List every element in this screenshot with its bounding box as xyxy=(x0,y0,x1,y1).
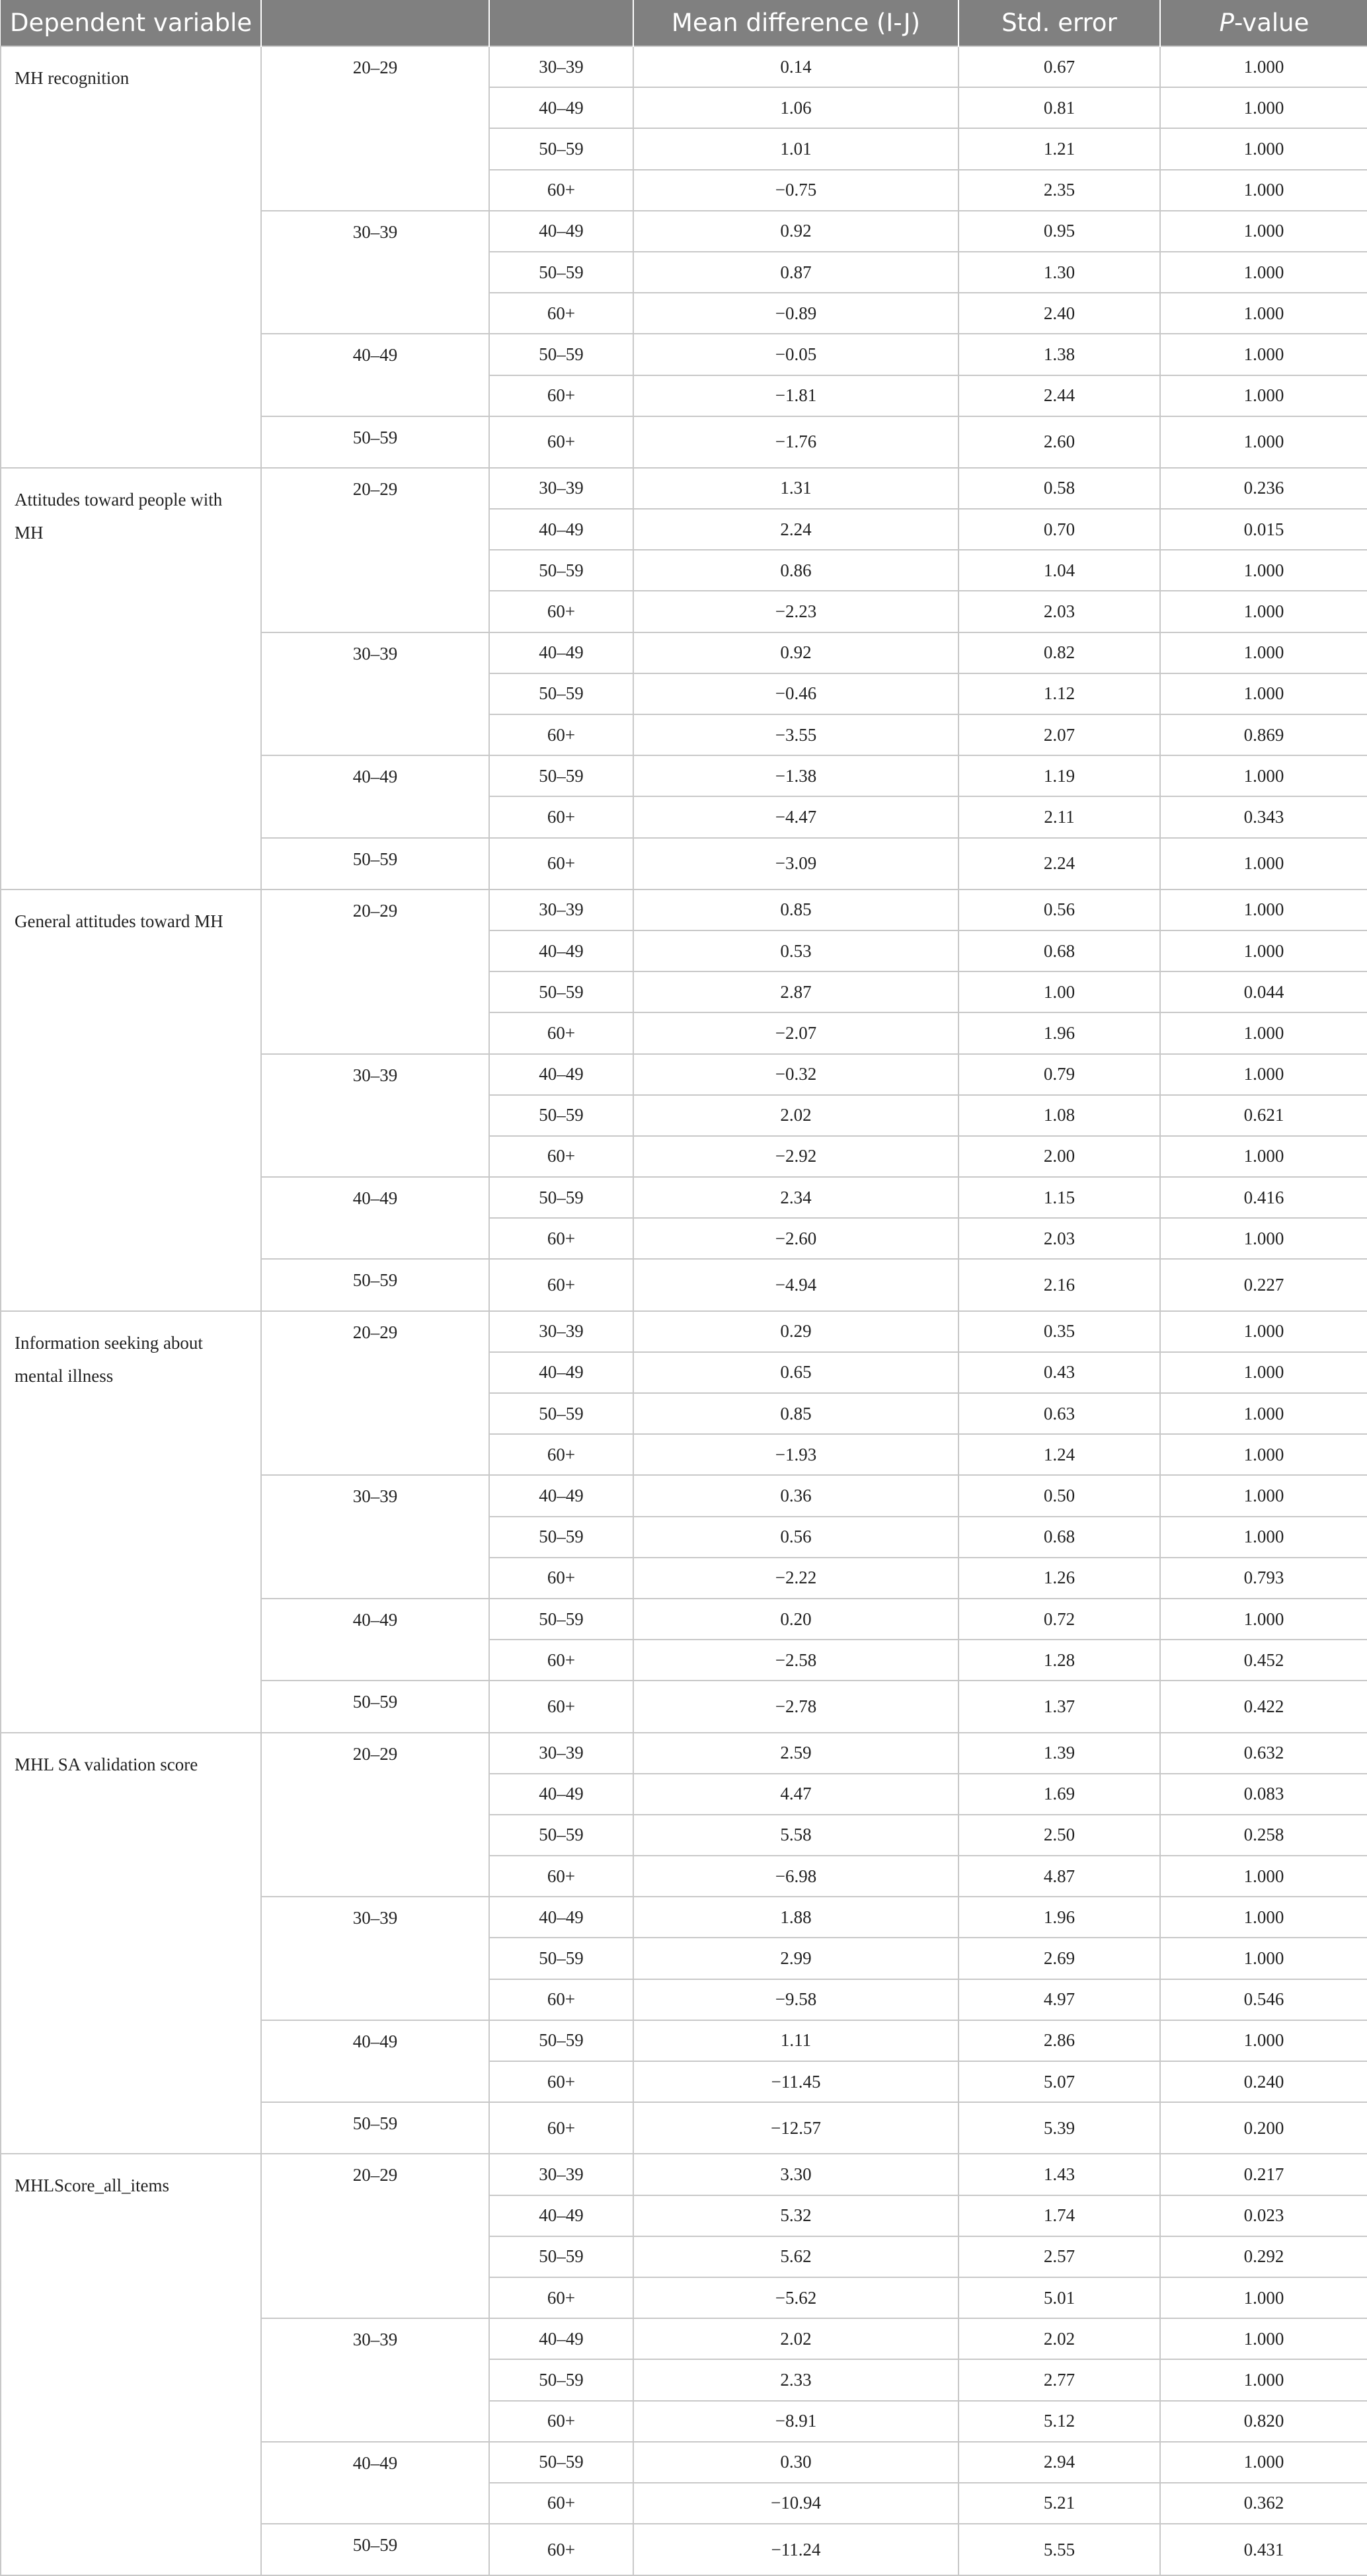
std-error-cell: 1.38 xyxy=(958,334,1160,375)
mean-difference-cell: 2.02 xyxy=(633,2318,958,2359)
age-group-j-cell: 40–49 xyxy=(489,2195,633,2236)
mean-difference-cell: 1.31 xyxy=(633,468,958,509)
p-value-cell: 1.000 xyxy=(1160,293,1367,334)
dependent-variable-cell: MH recognition xyxy=(1,46,261,468)
p-value-cell: 0.820 xyxy=(1160,2401,1367,2442)
dependent-variable-cell: Attitudes toward people with MH xyxy=(1,468,261,890)
std-error-cell: 0.72 xyxy=(958,1599,1160,1640)
p-value-cell: 0.083 xyxy=(1160,1774,1367,1815)
age-group-j-cell: 60+ xyxy=(489,1218,633,1259)
mean-difference-cell: 2.59 xyxy=(633,1733,958,1774)
std-error-cell: 1.19 xyxy=(958,755,1160,796)
mean-difference-cell: −0.32 xyxy=(633,1054,958,1095)
age-group-j-cell: 50–59 xyxy=(489,550,633,591)
std-error-cell: 0.68 xyxy=(958,930,1160,971)
age-group-j-cell: 60+ xyxy=(489,2061,633,2102)
table-body xyxy=(1,46,1367,2575)
p-value-cell: 0.023 xyxy=(1160,2195,1367,2236)
p-value-cell: 0.258 xyxy=(1160,1815,1367,1856)
age-group-j-cell: 60+ xyxy=(489,170,633,211)
age-group-j-cell: 60+ xyxy=(489,1434,633,1475)
p-value-cell: 0.343 xyxy=(1160,796,1367,837)
age-group-i-cell: 40–49 xyxy=(261,2442,489,2524)
age-group-i-cell: 30–39 xyxy=(261,1897,489,2020)
p-value-cell: 1.000 xyxy=(1160,1012,1367,1053)
age-group-i-cell: 50–59 xyxy=(261,2102,489,2154)
age-group-j-cell: 60+ xyxy=(489,293,633,334)
mean-difference-cell: −3.09 xyxy=(633,838,958,890)
age-group-i-cell: 20–29 xyxy=(261,2154,489,2318)
std-error-cell: 1.39 xyxy=(958,1733,1160,1774)
p-value-cell: 1.000 xyxy=(1160,2318,1367,2359)
age-group-j-cell: 50–59 xyxy=(489,1095,633,1136)
p-value-cell: 1.000 xyxy=(1160,87,1367,128)
mean-difference-cell: −2.60 xyxy=(633,1218,958,1259)
mean-difference-cell: −8.91 xyxy=(633,2401,958,2442)
mean-difference-cell: 0.20 xyxy=(633,1599,958,1640)
p-value-cell: 1.000 xyxy=(1160,2020,1367,2061)
mean-difference-cell: −1.93 xyxy=(633,1434,958,1475)
std-error-cell: 2.57 xyxy=(958,2236,1160,2277)
mean-difference-cell: 1.88 xyxy=(633,1897,958,1938)
age-group-i-cell: 40–49 xyxy=(261,1599,489,1681)
mean-difference-cell: 0.92 xyxy=(633,632,958,673)
age-group-j-cell: 50–59 xyxy=(489,334,633,375)
age-group-j-cell: 60+ xyxy=(489,375,633,416)
table-row xyxy=(1,46,1367,87)
p-value-cell: 1.000 xyxy=(1160,2442,1367,2483)
age-group-i-cell: 40–49 xyxy=(261,334,489,416)
p-value-cell: 1.000 xyxy=(1160,128,1367,169)
age-group-j-cell: 40–49 xyxy=(489,509,633,550)
age-group-j-cell: 60+ xyxy=(489,1640,633,1681)
p-value-cell: 1.000 xyxy=(1160,1856,1367,1897)
p-value-cell: 0.621 xyxy=(1160,1095,1367,1136)
age-group-j-cell: 50–59 xyxy=(489,128,633,169)
age-group-j-cell: 60+ xyxy=(489,1136,633,1177)
age-group-j-cell: 30–39 xyxy=(489,1311,633,1352)
mean-difference-cell: 1.11 xyxy=(633,2020,958,2061)
age-group-j-cell: 40–49 xyxy=(489,1774,633,1815)
std-error-cell: 5.12 xyxy=(958,2401,1160,2442)
std-error-cell: 0.82 xyxy=(958,632,1160,673)
age-group-j-cell: 40–49 xyxy=(489,1475,633,1516)
mean-difference-cell: 4.47 xyxy=(633,1774,958,1815)
header-row xyxy=(1,0,1367,46)
mean-difference-cell: 0.86 xyxy=(633,550,958,591)
p-value-cell: 0.227 xyxy=(1160,1259,1367,1310)
age-group-j-cell: 30–39 xyxy=(489,46,633,87)
p-value-cell: 0.362 xyxy=(1160,2483,1367,2524)
age-group-i-cell: 50–59 xyxy=(261,416,489,468)
p-value-cell: 1.000 xyxy=(1160,673,1367,714)
std-error-cell: 1.37 xyxy=(958,1681,1160,1732)
mean-difference-cell: 0.92 xyxy=(633,211,958,252)
age-group-i-cell: 50–59 xyxy=(261,2524,489,2575)
age-group-j-cell: 60+ xyxy=(489,1558,633,1599)
age-group-j-cell: 60+ xyxy=(489,1856,633,1897)
mean-difference-cell: 2.87 xyxy=(633,971,958,1012)
std-error-cell: 2.02 xyxy=(958,2318,1160,2359)
age-group-j-cell: 60+ xyxy=(489,591,633,632)
p-value-cell: 1.000 xyxy=(1160,46,1367,87)
age-group-j-cell: 50–59 xyxy=(489,252,633,293)
mean-difference-cell: −1.81 xyxy=(633,375,958,416)
p-value-cell: 0.044 xyxy=(1160,971,1367,1012)
std-error-cell: 4.87 xyxy=(958,1856,1160,1897)
p-value-cell: 0.422 xyxy=(1160,1681,1367,1732)
table-row xyxy=(1,890,1367,930)
std-error-cell: 0.63 xyxy=(958,1393,1160,1434)
age-group-i-cell: 30–39 xyxy=(261,211,489,334)
std-error-cell: 2.44 xyxy=(958,375,1160,416)
p-value-cell: 1.000 xyxy=(1160,930,1367,971)
p-value-cell: 0.452 xyxy=(1160,1640,1367,1681)
std-error-cell: 0.35 xyxy=(958,1311,1160,1352)
mean-difference-cell: −2.78 xyxy=(633,1681,958,1732)
mean-difference-cell: −3.55 xyxy=(633,714,958,755)
mean-difference-cell: −10.94 xyxy=(633,2483,958,2524)
p-value-cell: 1.000 xyxy=(1160,1599,1367,1640)
p-value-cell: 0.217 xyxy=(1160,2154,1367,2195)
mean-difference-cell: −1.38 xyxy=(633,755,958,796)
age-group-j-cell: 60+ xyxy=(489,2401,633,2442)
std-error-cell: 2.94 xyxy=(958,2442,1160,2483)
mean-difference-cell: 0.87 xyxy=(633,252,958,293)
std-error-cell: 1.00 xyxy=(958,971,1160,1012)
std-error-cell: 2.35 xyxy=(958,170,1160,211)
table-row xyxy=(1,2154,1367,2195)
p-value-cell: 0.869 xyxy=(1160,714,1367,755)
p-value-cell: 1.000 xyxy=(1160,1475,1367,1516)
std-error-cell: 1.26 xyxy=(958,1558,1160,1599)
std-error-cell: 2.40 xyxy=(958,293,1160,334)
std-error-cell: 1.15 xyxy=(958,1177,1160,1218)
mean-difference-cell: −0.89 xyxy=(633,293,958,334)
dependent-variable-cell: Information seeking about mental illness xyxy=(1,1311,261,1733)
p-value-cell: 1.000 xyxy=(1160,1136,1367,1177)
p-value-cell: 1.000 xyxy=(1160,1897,1367,1938)
mean-difference-cell: −2.23 xyxy=(633,591,958,632)
age-group-j-cell: 60+ xyxy=(489,2277,633,2318)
std-error-cell: 5.55 xyxy=(958,2524,1160,2575)
age-group-j-cell: 60+ xyxy=(489,1681,633,1732)
age-group-j-cell: 60+ xyxy=(489,2524,633,2575)
p-value-cell: 1.000 xyxy=(1160,1218,1367,1259)
p-value-cell: 1.000 xyxy=(1160,1938,1367,1979)
std-error-cell: 0.68 xyxy=(958,1517,1160,1558)
age-group-j-cell: 40–49 xyxy=(489,632,633,673)
p-value-cell: 1.000 xyxy=(1160,416,1367,468)
mean-difference-cell: −2.22 xyxy=(633,1558,958,1599)
header-p-value-italic: P xyxy=(1219,9,1234,37)
age-group-j-cell: 30–39 xyxy=(489,2154,633,2195)
age-group-j-cell: 50–59 xyxy=(489,1815,633,1856)
mean-difference-cell: −4.94 xyxy=(633,1259,958,1310)
p-value-cell: 0.416 xyxy=(1160,1177,1367,1218)
std-error-cell: 1.21 xyxy=(958,128,1160,169)
mean-difference-cell: 0.56 xyxy=(633,1517,958,1558)
std-error-cell: 1.96 xyxy=(958,1012,1160,1053)
mean-difference-cell: 0.14 xyxy=(633,46,958,87)
p-value-cell: 1.000 xyxy=(1160,252,1367,293)
age-group-j-cell: 60+ xyxy=(489,838,633,890)
mean-difference-cell: −2.58 xyxy=(633,1640,958,1681)
p-value-cell: 1.000 xyxy=(1160,334,1367,375)
mean-difference-cell: 0.85 xyxy=(633,890,958,930)
mean-difference-cell: 2.99 xyxy=(633,1938,958,1979)
age-group-j-cell: 50–59 xyxy=(489,1599,633,1640)
std-error-cell: 2.77 xyxy=(958,2359,1160,2400)
age-group-i-cell: 20–29 xyxy=(261,1311,489,1476)
std-error-cell: 1.04 xyxy=(958,550,1160,591)
std-error-cell: 2.69 xyxy=(958,1938,1160,1979)
p-value-cell: 0.292 xyxy=(1160,2236,1367,2277)
age-group-i-cell: 40–49 xyxy=(261,2020,489,2102)
mean-difference-cell: −5.62 xyxy=(633,2277,958,2318)
age-group-j-cell: 60+ xyxy=(489,416,633,468)
mean-difference-cell: −11.45 xyxy=(633,2061,958,2102)
std-error-cell: 2.16 xyxy=(958,1259,1160,1310)
age-group-i-cell: 30–39 xyxy=(261,1054,489,1178)
mean-difference-cell: −2.07 xyxy=(633,1012,958,1053)
age-group-j-cell: 50–59 xyxy=(489,2359,633,2400)
mean-difference-cell: −2.92 xyxy=(633,1136,958,1177)
p-value-cell: 1.000 xyxy=(1160,550,1367,591)
age-group-j-cell: 50–59 xyxy=(489,673,633,714)
std-error-cell: 1.12 xyxy=(958,673,1160,714)
age-group-j-cell: 50–59 xyxy=(489,1517,633,1558)
header-std-error: Std. error xyxy=(958,0,1160,46)
mean-difference-cell: 2.02 xyxy=(633,1095,958,1136)
mean-difference-cell: 0.36 xyxy=(633,1475,958,1516)
age-group-j-cell: 40–49 xyxy=(489,1352,633,1393)
mean-difference-cell: 0.53 xyxy=(633,930,958,971)
std-error-cell: 2.60 xyxy=(958,416,1160,468)
std-error-cell: 1.43 xyxy=(958,2154,1160,2195)
table-row xyxy=(1,468,1367,509)
p-value-cell: 0.793 xyxy=(1160,1558,1367,1599)
mean-difference-cell: −11.24 xyxy=(633,2524,958,2575)
age-group-i-cell: 30–39 xyxy=(261,1475,489,1599)
header-group-i xyxy=(261,0,489,46)
age-group-j-cell: 50–59 xyxy=(489,1177,633,1218)
mean-difference-cell: −0.46 xyxy=(633,673,958,714)
mean-difference-cell: 2.34 xyxy=(633,1177,958,1218)
age-group-i-cell: 40–49 xyxy=(261,755,489,837)
header-p-value xyxy=(1160,0,1367,46)
std-error-cell: 5.01 xyxy=(958,2277,1160,2318)
age-group-j-cell: 30–39 xyxy=(489,890,633,930)
age-group-i-cell: 30–39 xyxy=(261,2318,489,2442)
std-error-cell: 1.24 xyxy=(958,1434,1160,1475)
std-error-cell: 2.00 xyxy=(958,1136,1160,1177)
std-error-cell: 0.79 xyxy=(958,1054,1160,1095)
mean-difference-cell: 0.65 xyxy=(633,1352,958,1393)
header-group-j xyxy=(489,0,633,46)
age-group-j-cell: 50–59 xyxy=(489,971,633,1012)
std-error-cell: 2.11 xyxy=(958,796,1160,837)
mean-difference-cell: 2.24 xyxy=(633,509,958,550)
p-value-cell: 1.000 xyxy=(1160,591,1367,632)
age-group-j-cell: 30–39 xyxy=(489,1733,633,1774)
p-value-cell: 1.000 xyxy=(1160,890,1367,930)
std-error-cell: 1.28 xyxy=(958,1640,1160,1681)
std-error-cell: 0.43 xyxy=(958,1352,1160,1393)
age-group-j-cell: 40–49 xyxy=(489,87,633,128)
mean-difference-cell: −9.58 xyxy=(633,1979,958,2020)
mean-difference-cell: −0.75 xyxy=(633,170,958,211)
age-group-i-cell: 30–39 xyxy=(261,632,489,756)
mean-difference-cell: 5.32 xyxy=(633,2195,958,2236)
std-error-cell: 2.07 xyxy=(958,714,1160,755)
table-row xyxy=(1,1733,1367,1774)
std-error-cell: 1.69 xyxy=(958,1774,1160,1815)
mean-difference-cell: 0.30 xyxy=(633,2442,958,2483)
age-group-i-cell: 50–59 xyxy=(261,1681,489,1732)
p-value-cell: 1.000 xyxy=(1160,755,1367,796)
dependent-variable-cell: General attitudes toward MH xyxy=(1,890,261,1311)
age-group-j-cell: 30–39 xyxy=(489,468,633,509)
mean-difference-cell: 0.85 xyxy=(633,1393,958,1434)
p-value-cell: 1.000 xyxy=(1160,1517,1367,1558)
p-value-cell: 0.015 xyxy=(1160,509,1367,550)
mean-difference-cell: 1.01 xyxy=(633,128,958,169)
p-value-cell: 1.000 xyxy=(1160,2359,1367,2400)
age-group-j-cell: 60+ xyxy=(489,1259,633,1310)
p-value-cell: 1.000 xyxy=(1160,2277,1367,2318)
p-value-cell: 0.546 xyxy=(1160,1979,1367,2020)
age-group-i-cell: 50–59 xyxy=(261,838,489,890)
mean-difference-cell: −1.76 xyxy=(633,416,958,468)
age-group-i-cell: 20–29 xyxy=(261,1733,489,1897)
p-value-cell: 1.000 xyxy=(1160,211,1367,252)
mean-difference-cell: 5.62 xyxy=(633,2236,958,2277)
age-group-i-cell: 20–29 xyxy=(261,46,489,211)
p-value-cell: 0.236 xyxy=(1160,468,1367,509)
std-error-cell: 0.81 xyxy=(958,87,1160,128)
std-error-cell: 1.30 xyxy=(958,252,1160,293)
age-group-j-cell: 40–49 xyxy=(489,930,633,971)
age-group-j-cell: 50–59 xyxy=(489,1938,633,1979)
p-value-cell: 0.632 xyxy=(1160,1733,1367,1774)
p-value-cell: 1.000 xyxy=(1160,1054,1367,1095)
age-group-i-cell: 20–29 xyxy=(261,890,489,1054)
mean-difference-cell: −6.98 xyxy=(633,1856,958,1897)
std-error-cell: 2.03 xyxy=(958,591,1160,632)
std-error-cell: 1.74 xyxy=(958,2195,1160,2236)
age-group-j-cell: 60+ xyxy=(489,1979,633,2020)
table-header xyxy=(1,0,1367,46)
std-error-cell: 1.08 xyxy=(958,1095,1160,1136)
age-group-j-cell: 40–49 xyxy=(489,211,633,252)
p-value-cell: 1.000 xyxy=(1160,1393,1367,1434)
std-error-cell: 0.58 xyxy=(958,468,1160,509)
std-error-cell: 0.56 xyxy=(958,890,1160,930)
mean-difference-cell: 0.29 xyxy=(633,1311,958,1352)
p-value-cell: 1.000 xyxy=(1160,375,1367,416)
std-error-cell: 2.03 xyxy=(958,1218,1160,1259)
mean-difference-cell: 2.33 xyxy=(633,2359,958,2400)
age-group-i-cell: 50–59 xyxy=(261,1259,489,1310)
age-group-i-cell: 20–29 xyxy=(261,468,489,632)
p-value-cell: 1.000 xyxy=(1160,170,1367,211)
age-group-j-cell: 50–59 xyxy=(489,2442,633,2483)
dependent-variable-cell: MHLScore_all_items xyxy=(1,2154,261,2575)
p-value-cell: 0.431 xyxy=(1160,2524,1367,2575)
age-group-j-cell: 50–59 xyxy=(489,755,633,796)
mean-difference-cell: 5.58 xyxy=(633,1815,958,1856)
std-error-cell: 5.07 xyxy=(958,2061,1160,2102)
p-value-cell: 1.000 xyxy=(1160,1352,1367,1393)
age-group-j-cell: 60+ xyxy=(489,2483,633,2524)
mean-difference-cell: 1.06 xyxy=(633,87,958,128)
mean-difference-cell: −4.47 xyxy=(633,796,958,837)
mean-difference-cell: −12.57 xyxy=(633,2102,958,2154)
std-error-cell: 2.50 xyxy=(958,1815,1160,1856)
std-error-cell: 0.95 xyxy=(958,211,1160,252)
age-group-j-cell: 60+ xyxy=(489,1012,633,1053)
std-error-cell: 4.97 xyxy=(958,1979,1160,2020)
p-value-cell: 0.200 xyxy=(1160,2102,1367,2154)
age-group-i-cell: 40–49 xyxy=(261,1177,489,1259)
std-error-cell: 5.39 xyxy=(958,2102,1160,2154)
std-error-cell: 0.70 xyxy=(958,509,1160,550)
p-value-cell: 1.000 xyxy=(1160,838,1367,890)
age-group-j-cell: 60+ xyxy=(489,2102,633,2154)
p-value-cell: 0.240 xyxy=(1160,2061,1367,2102)
mean-difference-cell: 3.30 xyxy=(633,2154,958,2195)
std-error-cell: 0.50 xyxy=(958,1475,1160,1516)
age-group-j-cell: 50–59 xyxy=(489,2020,633,2061)
header-dependent-variable: Dependent variable xyxy=(1,0,261,46)
p-value-cell: 1.000 xyxy=(1160,1434,1367,1475)
std-error-cell: 5.21 xyxy=(958,2483,1160,2524)
p-value-cell: 1.000 xyxy=(1160,632,1367,673)
std-error-cell: 2.86 xyxy=(958,2020,1160,2061)
age-group-j-cell: 40–49 xyxy=(489,1054,633,1095)
age-group-j-cell: 60+ xyxy=(489,796,633,837)
header-mean-difference: Mean difference (I-J) xyxy=(633,0,958,46)
header-p-value-suffix: -value xyxy=(1233,9,1309,37)
age-group-j-cell: 40–49 xyxy=(489,1897,633,1938)
std-error-cell: 0.67 xyxy=(958,46,1160,87)
std-error-cell: 2.24 xyxy=(958,838,1160,890)
p-value-cell: 1.000 xyxy=(1160,1311,1367,1352)
age-group-j-cell: 50–59 xyxy=(489,1393,633,1434)
age-group-j-cell: 40–49 xyxy=(489,2318,633,2359)
age-group-j-cell: 50–59 xyxy=(489,2236,633,2277)
age-group-j-cell: 60+ xyxy=(489,714,633,755)
std-error-cell: 1.96 xyxy=(958,1897,1160,1938)
table-row xyxy=(1,1311,1367,1352)
dependent-variable-cell: MHL SA validation score xyxy=(1,1733,261,2154)
mean-difference-cell: −0.05 xyxy=(633,334,958,375)
